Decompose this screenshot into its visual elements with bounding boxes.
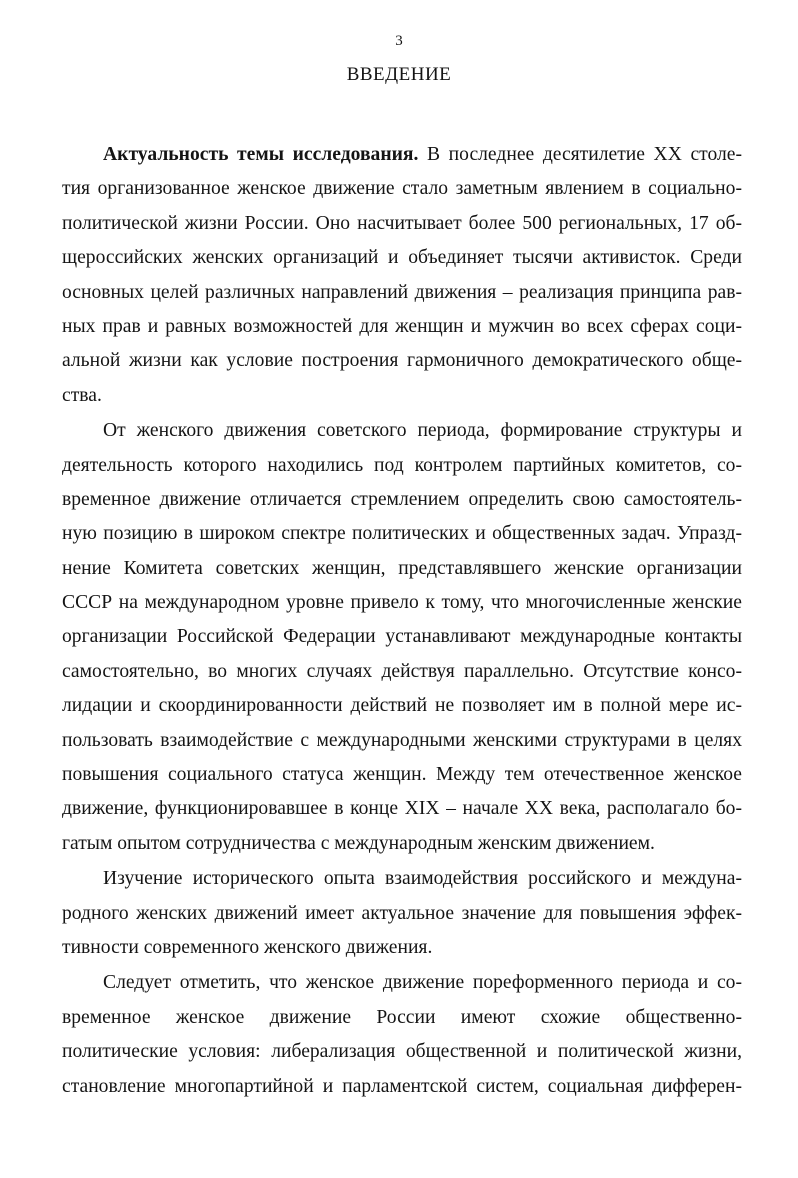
text-line [62, 138, 742, 172]
text-line: пользовать взаимодействие с международными женскими структурами в целях [62, 729, 742, 751]
page-title: ВВЕДЕНИЕ [346, 64, 452, 85]
text-line: самостоятельно, во многих случаях действуя параллельно. Отсутствие консо- [62, 660, 742, 682]
text-line: нение Комитета советских женщин, представлявшего женские организации [62, 557, 742, 579]
text-line: щероссийских женских организаций и объединяет тысячи активисток. Среди [62, 247, 742, 269]
text-line: организации Российской Федерации устанавливают международные контакты [62, 626, 742, 648]
text-line: тия организованное женское движение стало заметным явлением в социально- [62, 178, 742, 200]
section-heading-relevance: Актуальность темы исследования. [103, 144, 419, 165]
paragraph-comparison [62, 966, 742, 1104]
text-line: альной жизни как условие построения гармоничного демократического обще- [62, 350, 742, 372]
text-line: ных прав и равных возможностей для женщин и мужчин во всех сферах соци- [62, 315, 742, 337]
text-line: политической жизни России. Оно насчитывает более 500 региональных, 17 об- [62, 212, 742, 234]
text-line: тивности современного женского движения. [62, 936, 433, 958]
text-line: ства. [62, 384, 102, 406]
text-line: От женского движения советского периода, формирование структуры и [103, 420, 742, 442]
paragraph-relevance [62, 138, 742, 413]
text-line: основных целей различных направлений движения – реализация принципа рав- [62, 281, 742, 303]
text-line: СССР на международном уровне привело к тому, что многочисленные женские [62, 592, 742, 614]
text-line: Следует отметить, что женское движение пореформенного периода и со- [103, 972, 742, 994]
paragraph-soviet-period [62, 414, 742, 861]
text-line: ную позицию в широком спектре политических и общественных задач. Упразд- [62, 523, 742, 545]
text-line: временное движение отличается стремлением определить свою самостоятель- [62, 488, 742, 510]
text-line: временное женское движение России имеют схожие общественно- [62, 1006, 742, 1028]
body-text [62, 138, 742, 1104]
text-line: политические условия: либерализация общественной и политической жизни, [62, 1041, 742, 1063]
text-line: Изучение исторического опыта взаимодействия российского и междуна- [103, 868, 742, 890]
text-line: родного женских движений имеет актуальное значение для повышения эффек- [62, 902, 742, 924]
text-line: движение, функционировавшее в конце XIX – начале XX века, располагало бо- [62, 798, 742, 820]
text-line: становление многопартийной и парламентской систем, социальная дифферен- [62, 1075, 742, 1097]
text-line: лидации и скоординированности действий не позволяет им в полной мере ис- [62, 695, 742, 717]
text-line: деятельность которого находились под контролем партийных комитетов, со- [62, 454, 742, 476]
text-line-content: В последнее десятилетие XX столе- [418, 144, 742, 165]
page-number: 3 [395, 33, 403, 49]
text-line: гатым опытом сотрудничества с международным женским движением. [62, 832, 655, 854]
paragraph-historical-experience [62, 862, 742, 965]
text-line: повышения социального статуса женщин. Между тем отечественное женское [62, 764, 742, 786]
